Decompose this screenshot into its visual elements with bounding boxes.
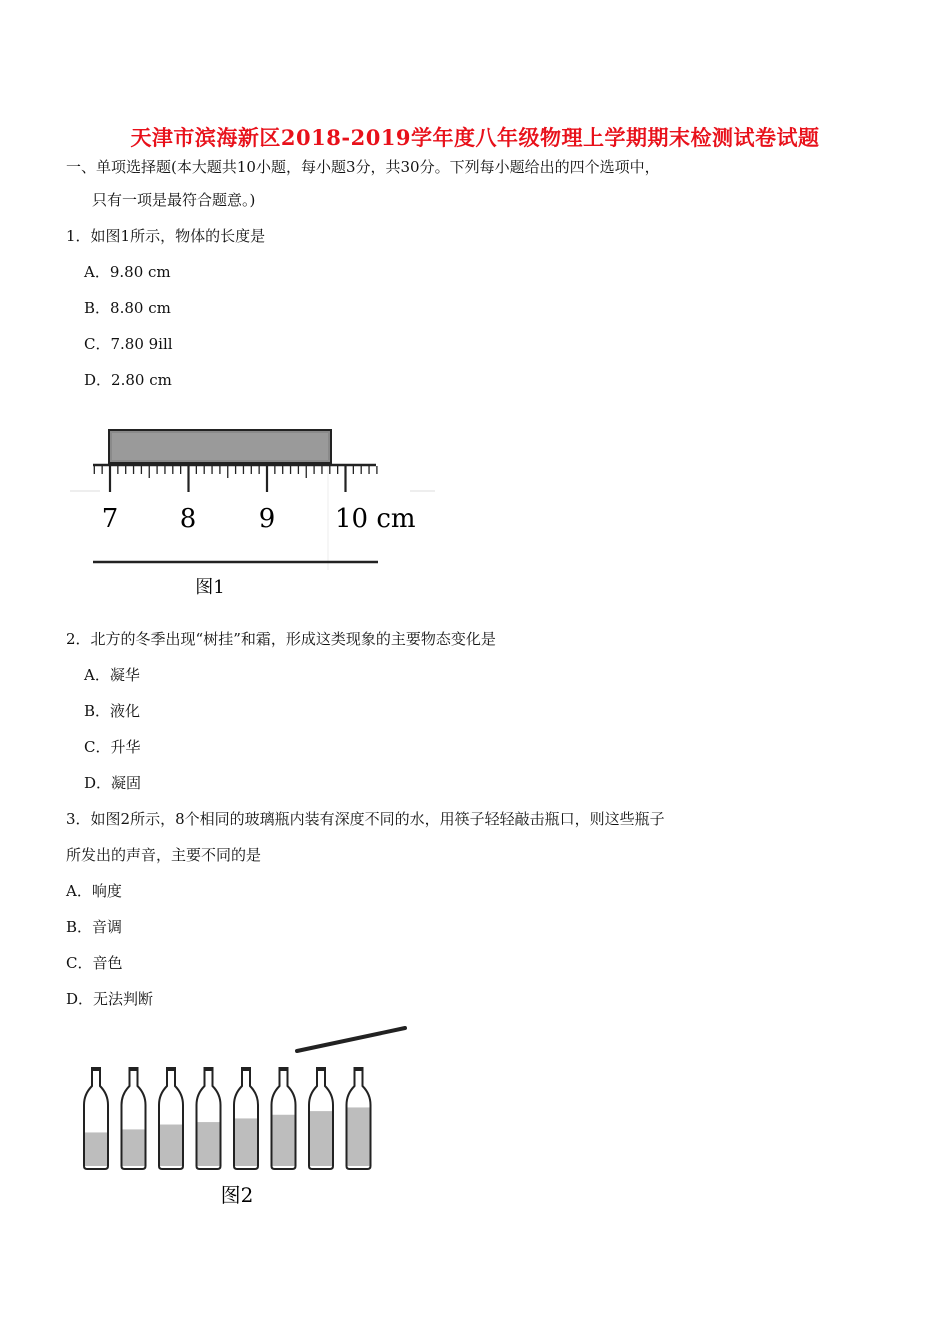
bottle-water	[348, 1107, 370, 1166]
ruler-label-8: 8	[179, 504, 197, 534]
bottle-lip	[241, 1067, 251, 1071]
bottle-water	[273, 1115, 295, 1166]
page-title: 天津市滨海新区2018-2019学年度八年级物理上学期期末检测试卷试题	[130, 125, 820, 150]
glass-bottle	[197, 1067, 221, 1169]
ruler-label-10cm: 10 cm	[335, 504, 416, 534]
bottle-row	[84, 1067, 371, 1169]
glass-bottle	[347, 1067, 371, 1169]
q3-stem-line1: 3．如图2所示，8个相同的玻璃瓶内装有深度不同的水，用筷子轻轻敲击瓶口，则这些瓶子	[66, 810, 665, 828]
section-heading-line2: 只有一项是最符合题意。)	[92, 191, 256, 209]
q3-option-c: C．音色	[66, 954, 123, 972]
q3-option-d: D．无法判断	[66, 990, 154, 1008]
q3-option-a: A．响度	[66, 882, 122, 900]
ruler-ticks	[94, 466, 377, 492]
chopstick	[297, 1028, 405, 1051]
ruler-label-9: 9	[258, 504, 276, 534]
bottle-lip	[316, 1067, 326, 1071]
q3-option-b: B．音调	[66, 918, 123, 936]
bottle-lip	[91, 1067, 101, 1071]
bottle-lip	[129, 1067, 139, 1071]
q2-option-c: C．升华	[84, 738, 141, 756]
bottle-lip	[279, 1067, 289, 1071]
glass-bottle	[309, 1067, 333, 1169]
bottle-water	[198, 1122, 220, 1166]
bottle-water	[235, 1118, 257, 1166]
glass-bottle	[122, 1067, 146, 1169]
q2-stem: 2．北方的冬季出现“树挂”和霜，形成这类现象的主要物态变化是	[66, 630, 496, 648]
q1-option-d: D．2.80 cm	[84, 371, 172, 389]
q1-option-b: B．8.80 cm	[84, 299, 171, 317]
bottle-lip	[166, 1067, 176, 1071]
bottle-lip	[204, 1067, 214, 1071]
q3-stem-line2: 所发出的声音，主要不同的是	[66, 846, 262, 864]
figure-1-ruler	[60, 395, 440, 610]
glass-bottle	[159, 1067, 183, 1169]
glass-bottle	[84, 1067, 108, 1169]
q1-option-a: A．9.80 cm	[84, 263, 171, 281]
bottle-water	[310, 1111, 332, 1166]
bottle-water	[85, 1132, 107, 1166]
figure-2-bottles	[70, 1020, 430, 1210]
figure-2-caption: 图2	[220, 1183, 254, 1207]
glass-bottle	[234, 1067, 258, 1169]
q2-option-b: B．液化	[84, 702, 141, 720]
ruler-label-7: 7	[101, 504, 119, 534]
ruler-svg	[60, 395, 440, 610]
bottle-water	[160, 1125, 182, 1166]
figure-1-caption: 图1	[195, 577, 225, 598]
bottles-svg	[70, 1020, 430, 1210]
q2-option-d: D．凝固	[84, 774, 142, 792]
q2-option-a: A．凝华	[84, 666, 140, 684]
bottle-water	[123, 1129, 145, 1166]
glass-bottle	[272, 1067, 296, 1169]
bottle-lip	[354, 1067, 364, 1071]
section-heading-line1: 一、单项选择题(本大题共10小题，每小题3分，共30分。下列每小题给出的四个选项中，	[66, 158, 660, 176]
q1-option-c: C．7.80 9ill	[84, 335, 173, 353]
q1-stem: 1．如图1所示，物体的长度是	[66, 227, 266, 245]
